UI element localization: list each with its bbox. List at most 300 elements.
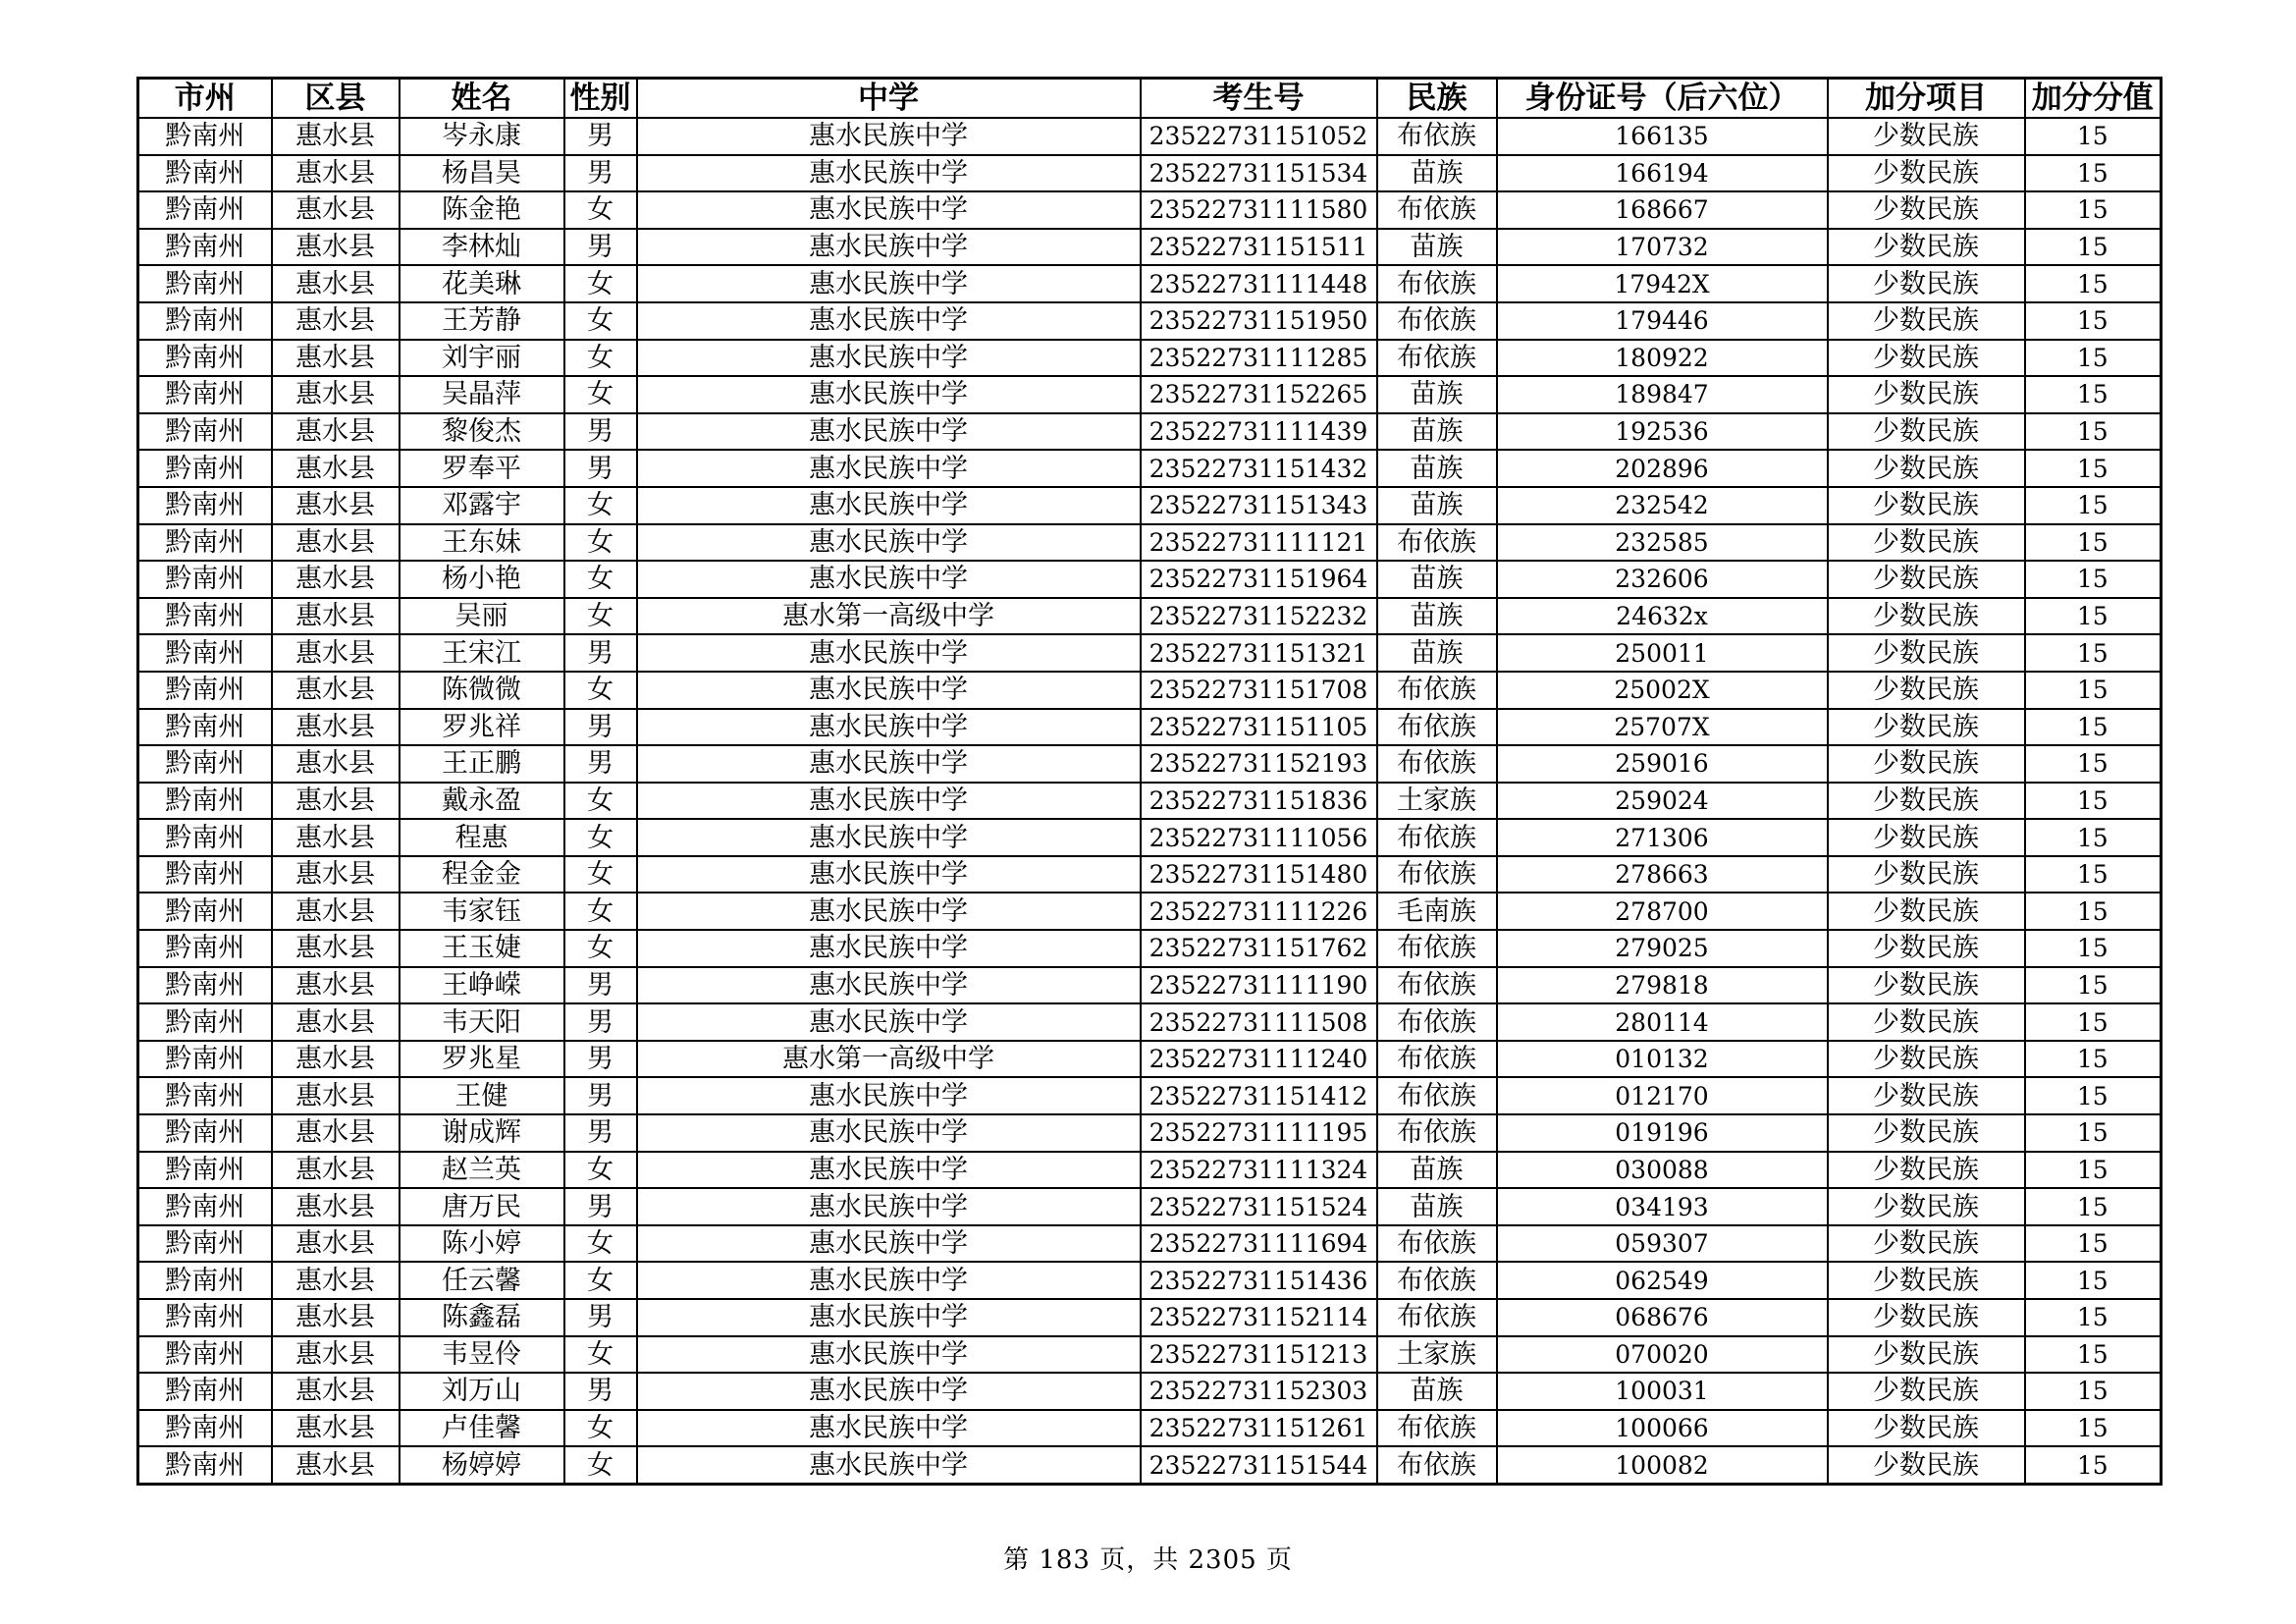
- cell-county: 惠水县: [272, 1262, 400, 1299]
- cell-bonus-item: 少数民族: [1828, 1446, 2025, 1484]
- cell-school: 惠水民族中学: [637, 340, 1141, 377]
- cell-county: 惠水县: [272, 930, 400, 967]
- cell-ethnicity: 布依族: [1377, 1410, 1497, 1447]
- table-row: [138, 1336, 2162, 1374]
- table-row: [138, 1410, 2162, 1447]
- cell-id-last-six: 259024: [1497, 783, 1828, 820]
- table-row: [138, 1262, 2162, 1299]
- cell-gender: 女: [564, 1446, 637, 1484]
- cell-bonus-points: 15: [2025, 340, 2162, 377]
- cell-name: 王玉婕: [400, 930, 564, 967]
- cell-gender: 女: [564, 340, 637, 377]
- cell-bonus-item: 少数民族: [1828, 745, 2025, 783]
- cell-bonus-points: 15: [2025, 1410, 2162, 1447]
- cell-bonus-points: 15: [2025, 745, 2162, 783]
- cell-id-last-six: 250011: [1497, 634, 1828, 672]
- cell-bonus-item: 少数民族: [1828, 155, 2025, 192]
- cell-bonus-points: 15: [2025, 819, 2162, 856]
- cell-school: 惠水民族中学: [637, 413, 1141, 451]
- cell-bonus-item: 少数民族: [1828, 783, 2025, 820]
- cell-name: 杨婷婷: [400, 1446, 564, 1484]
- cell-city: 黔南州: [138, 118, 272, 155]
- cell-school: 惠水民族中学: [637, 783, 1141, 820]
- cell-exam-number: 23522731151534: [1141, 155, 1377, 192]
- cell-exam-number: 23522731151412: [1141, 1077, 1377, 1114]
- cell-bonus-points: 15: [2025, 1114, 2162, 1152]
- cell-bonus-item: 少数民族: [1828, 1299, 2025, 1336]
- cell-bonus-points: 15: [2025, 1262, 2162, 1299]
- cell-bonus-item: 少数民族: [1828, 1225, 2025, 1263]
- candidate-bonus-table: [136, 77, 2163, 1486]
- cell-exam-number: 23522731151836: [1141, 783, 1377, 820]
- cell-bonus-item: 少数民族: [1828, 1077, 2025, 1114]
- cell-gender: 女: [564, 191, 637, 229]
- cell-school: 惠水民族中学: [637, 1188, 1141, 1225]
- cell-bonus-item: 少数民族: [1828, 1114, 2025, 1152]
- cell-county: 惠水县: [272, 893, 400, 930]
- cell-bonus-points: 15: [2025, 930, 2162, 967]
- cell-id-last-six: 278700: [1497, 893, 1828, 930]
- cell-id-last-six: 259016: [1497, 745, 1828, 783]
- cell-county: 惠水县: [272, 672, 400, 709]
- cell-exam-number: 23522731151321: [1141, 634, 1377, 672]
- cell-bonus-item: 少数民族: [1828, 450, 2025, 487]
- cell-id-last-six: 271306: [1497, 819, 1828, 856]
- cell-school: 惠水民族中学: [637, 1003, 1141, 1041]
- cell-ethnicity: 布依族: [1377, 1003, 1497, 1041]
- col-header-exam-number: 考生号: [1141, 79, 1377, 119]
- cell-city: 黔南州: [138, 487, 272, 524]
- cell-school: 惠水民族中学: [637, 856, 1141, 893]
- cell-school: 惠水民族中学: [637, 155, 1141, 192]
- cell-id-last-six: 232606: [1497, 561, 1828, 598]
- cell-ethnicity: 苗族: [1377, 634, 1497, 672]
- cell-ethnicity: 苗族: [1377, 450, 1497, 487]
- cell-bonus-points: 15: [2025, 783, 2162, 820]
- cell-bonus-item: 少数民族: [1828, 1262, 2025, 1299]
- table-row: [138, 634, 2162, 672]
- cell-gender: 女: [564, 856, 637, 893]
- cell-county: 惠水县: [272, 1003, 400, 1041]
- cell-ethnicity: 布依族: [1377, 967, 1497, 1004]
- cell-gender: 男: [564, 229, 637, 266]
- cell-city: 黔南州: [138, 191, 272, 229]
- cell-name: 王峥嵘: [400, 967, 564, 1004]
- cell-city: 黔南州: [138, 819, 272, 856]
- cell-gender: 女: [564, 783, 637, 820]
- cell-city: 黔南州: [138, 672, 272, 709]
- cell-name: 韦天阳: [400, 1003, 564, 1041]
- cell-bonus-points: 15: [2025, 302, 2162, 340]
- cell-school: 惠水民族中学: [637, 1299, 1141, 1336]
- cell-exam-number: 23522731151708: [1141, 672, 1377, 709]
- cell-bonus-points: 15: [2025, 376, 2162, 413]
- cell-school: 惠水民族中学: [637, 893, 1141, 930]
- cell-ethnicity: 毛南族: [1377, 893, 1497, 930]
- col-header-gender: 性别: [564, 79, 637, 119]
- cell-bonus-points: 15: [2025, 1041, 2162, 1078]
- cell-city: 黔南州: [138, 1114, 272, 1152]
- cell-gender: 女: [564, 524, 637, 562]
- cell-county: 惠水县: [272, 1225, 400, 1263]
- cell-id-last-six: 180922: [1497, 340, 1828, 377]
- table-row: [138, 1114, 2162, 1152]
- cell-city: 黔南州: [138, 340, 272, 377]
- cell-county: 惠水县: [272, 413, 400, 451]
- cell-exam-number: 23522731111195: [1141, 1114, 1377, 1152]
- cell-id-last-six: 202896: [1497, 450, 1828, 487]
- cell-ethnicity: 布依族: [1377, 1262, 1497, 1299]
- cell-school: 惠水民族中学: [637, 1410, 1141, 1447]
- cell-school: 惠水民族中学: [637, 1262, 1141, 1299]
- cell-school: 惠水民族中学: [637, 450, 1141, 487]
- cell-name: 岑永康: [400, 118, 564, 155]
- col-header-city: 市州: [138, 79, 272, 119]
- cell-bonus-item: 少数民族: [1828, 893, 2025, 930]
- cell-bonus-item: 少数民族: [1828, 265, 2025, 302]
- cell-exam-number: 23522731111439: [1141, 413, 1377, 451]
- cell-gender: 女: [564, 561, 637, 598]
- cell-name: 王芳静: [400, 302, 564, 340]
- cell-bonus-points: 15: [2025, 1077, 2162, 1114]
- table-row: [138, 376, 2162, 413]
- cell-county: 惠水县: [272, 191, 400, 229]
- cell-id-last-six: 166135: [1497, 118, 1828, 155]
- cell-city: 黔南州: [138, 856, 272, 893]
- cell-bonus-item: 少数民族: [1828, 229, 2025, 266]
- table-row: [138, 118, 2162, 155]
- cell-bonus-item: 少数民族: [1828, 118, 2025, 155]
- cell-city: 黔南州: [138, 413, 272, 451]
- table-row: [138, 598, 2162, 635]
- cell-county: 惠水县: [272, 155, 400, 192]
- cell-bonus-points: 15: [2025, 672, 2162, 709]
- cell-exam-number: 23522731152114: [1141, 1299, 1377, 1336]
- cell-ethnicity: 布依族: [1377, 302, 1497, 340]
- cell-gender: 女: [564, 1336, 637, 1374]
- cell-bonus-points: 15: [2025, 561, 2162, 598]
- cell-school: 惠水民族中学: [637, 967, 1141, 1004]
- col-header-bonus-item: 加分项目: [1828, 79, 2025, 119]
- col-header-id-last-six: 身份证号（后六位）: [1497, 79, 1828, 119]
- cell-county: 惠水县: [272, 302, 400, 340]
- cell-bonus-points: 15: [2025, 1225, 2162, 1263]
- cell-ethnicity: 苗族: [1377, 155, 1497, 192]
- cell-bonus-item: 少数民族: [1828, 302, 2025, 340]
- cell-name: 赵兰英: [400, 1152, 564, 1189]
- cell-id-last-six: 17942X: [1497, 265, 1828, 302]
- cell-exam-number: 23522731111694: [1141, 1225, 1377, 1263]
- col-header-bonus-points: 加分分值: [2025, 79, 2162, 119]
- cell-name: 戴永盈: [400, 783, 564, 820]
- cell-gender: 男: [564, 413, 637, 451]
- cell-gender: 男: [564, 1077, 637, 1114]
- cell-ethnicity: 布依族: [1377, 709, 1497, 746]
- cell-county: 惠水县: [272, 1446, 400, 1484]
- cell-bonus-item: 少数民族: [1828, 191, 2025, 229]
- cell-county: 惠水县: [272, 1373, 400, 1410]
- cell-county: 惠水县: [272, 1188, 400, 1225]
- cell-name: 罗奉平: [400, 450, 564, 487]
- cell-bonus-points: 15: [2025, 856, 2162, 893]
- cell-bonus-item: 少数民族: [1828, 340, 2025, 377]
- cell-bonus-item: 少数民族: [1828, 376, 2025, 413]
- cell-county: 惠水县: [272, 819, 400, 856]
- table-row: [138, 967, 2162, 1004]
- cell-county: 惠水县: [272, 524, 400, 562]
- cell-gender: 男: [564, 450, 637, 487]
- cell-exam-number: 23522731151432: [1141, 450, 1377, 487]
- cell-city: 黔南州: [138, 634, 272, 672]
- cell-gender: 男: [564, 1114, 637, 1152]
- cell-city: 黔南州: [138, 1336, 272, 1374]
- cell-name: 唐万民: [400, 1188, 564, 1225]
- cell-gender: 女: [564, 265, 637, 302]
- cell-bonus-item: 少数民族: [1828, 413, 2025, 451]
- cell-name: 陈小婷: [400, 1225, 564, 1263]
- cell-county: 惠水县: [272, 783, 400, 820]
- cell-gender: 男: [564, 155, 637, 192]
- cell-bonus-points: 15: [2025, 155, 2162, 192]
- cell-school: 惠水民族中学: [637, 376, 1141, 413]
- cell-exam-number: 23522731151436: [1141, 1262, 1377, 1299]
- cell-county: 惠水县: [272, 229, 400, 266]
- table-row: [138, 1446, 2162, 1484]
- cell-name: 吴晶萍: [400, 376, 564, 413]
- cell-exam-number: 23522731111448: [1141, 265, 1377, 302]
- cell-bonus-points: 15: [2025, 1299, 2162, 1336]
- cell-bonus-item: 少数民族: [1828, 672, 2025, 709]
- table-row: [138, 561, 2162, 598]
- cell-city: 黔南州: [138, 1225, 272, 1263]
- cell-city: 黔南州: [138, 1410, 272, 1447]
- cell-id-last-six: 010132: [1497, 1041, 1828, 1078]
- cell-ethnicity: 布依族: [1377, 819, 1497, 856]
- cell-city: 黔南州: [138, 709, 272, 746]
- cell-id-last-six: 059307: [1497, 1225, 1828, 1263]
- col-header-ethnicity: 民族: [1377, 79, 1497, 119]
- cell-county: 惠水县: [272, 340, 400, 377]
- cell-bonus-points: 15: [2025, 413, 2162, 451]
- cell-gender: 男: [564, 118, 637, 155]
- cell-city: 黔南州: [138, 1003, 272, 1041]
- cell-bonus-points: 15: [2025, 1188, 2162, 1225]
- cell-name: 王东妹: [400, 524, 564, 562]
- cell-name: 刘万山: [400, 1373, 564, 1410]
- cell-ethnicity: 布依族: [1377, 1077, 1497, 1114]
- cell-bonus-item: 少数民族: [1828, 598, 2025, 635]
- cell-bonus-item: 少数民族: [1828, 1336, 2025, 1374]
- cell-school: 惠水民族中学: [637, 229, 1141, 266]
- cell-ethnicity: 布依族: [1377, 524, 1497, 562]
- table-row: [138, 1077, 2162, 1114]
- table-row: [138, 191, 2162, 229]
- cell-bonus-points: 15: [2025, 709, 2162, 746]
- cell-bonus-points: 15: [2025, 118, 2162, 155]
- cell-bonus-points: 15: [2025, 450, 2162, 487]
- cell-name: 杨昌昊: [400, 155, 564, 192]
- cell-school: 惠水民族中学: [637, 1114, 1141, 1152]
- cell-bonus-item: 少数民族: [1828, 1188, 2025, 1225]
- cell-name: 程金金: [400, 856, 564, 893]
- cell-exam-number: 23522731151105: [1141, 709, 1377, 746]
- cell-exam-number: 23522731111508: [1141, 1003, 1377, 1041]
- cell-city: 黔南州: [138, 1299, 272, 1336]
- table-row: [138, 1188, 2162, 1225]
- cell-county: 惠水县: [272, 118, 400, 155]
- cell-id-last-six: 25002X: [1497, 672, 1828, 709]
- cell-exam-number: 23522731111226: [1141, 893, 1377, 930]
- cell-gender: 女: [564, 893, 637, 930]
- cell-city: 黔南州: [138, 265, 272, 302]
- cell-bonus-points: 15: [2025, 229, 2162, 266]
- cell-school: 惠水第一高级中学: [637, 598, 1141, 635]
- cell-bonus-points: 15: [2025, 265, 2162, 302]
- cell-exam-number: 23522731151511: [1141, 229, 1377, 266]
- cell-school: 惠水民族中学: [637, 561, 1141, 598]
- cell-ethnicity: 布依族: [1377, 191, 1497, 229]
- table-row: [138, 1225, 2162, 1263]
- cell-ethnicity: 苗族: [1377, 413, 1497, 451]
- cell-exam-number: 23522731111240: [1141, 1041, 1377, 1078]
- cell-exam-number: 23522731111324: [1141, 1152, 1377, 1189]
- table-row: [138, 229, 2162, 266]
- cell-school: 惠水民族中学: [637, 672, 1141, 709]
- cell-school: 惠水民族中学: [637, 745, 1141, 783]
- cell-gender: 女: [564, 376, 637, 413]
- cell-name: 李林灿: [400, 229, 564, 266]
- cell-bonus-item: 少数民族: [1828, 1041, 2025, 1078]
- cell-exam-number: 23522731152193: [1141, 745, 1377, 783]
- cell-city: 黔南州: [138, 598, 272, 635]
- cell-bonus-item: 少数民族: [1828, 561, 2025, 598]
- cell-school: 惠水民族中学: [637, 1077, 1141, 1114]
- cell-name: 王健: [400, 1077, 564, 1114]
- cell-ethnicity: 布依族: [1377, 1114, 1497, 1152]
- cell-school: 惠水民族中学: [637, 1336, 1141, 1374]
- cell-id-last-six: 232585: [1497, 524, 1828, 562]
- cell-county: 惠水县: [272, 450, 400, 487]
- cell-gender: 女: [564, 672, 637, 709]
- cell-school: 惠水民族中学: [637, 930, 1141, 967]
- cell-name: 邓露宇: [400, 487, 564, 524]
- cell-name: 程惠: [400, 819, 564, 856]
- cell-city: 黔南州: [138, 302, 272, 340]
- cell-county: 惠水县: [272, 265, 400, 302]
- cell-school: 惠水民族中学: [637, 1373, 1141, 1410]
- cell-id-last-six: 280114: [1497, 1003, 1828, 1041]
- table-row: [138, 524, 2162, 562]
- cell-id-last-six: 100082: [1497, 1446, 1828, 1484]
- cell-county: 惠水县: [272, 1041, 400, 1078]
- table-row: [138, 856, 2162, 893]
- table-header: [138, 79, 2162, 119]
- cell-city: 黔南州: [138, 1373, 272, 1410]
- cell-gender: 男: [564, 1041, 637, 1078]
- cell-city: 黔南州: [138, 745, 272, 783]
- cell-county: 惠水县: [272, 1152, 400, 1189]
- cell-gender: 女: [564, 487, 637, 524]
- cell-county: 惠水县: [272, 1077, 400, 1114]
- cell-exam-number: 23522731151261: [1141, 1410, 1377, 1447]
- cell-city: 黔南州: [138, 561, 272, 598]
- cell-gender: 女: [564, 1152, 637, 1189]
- cell-ethnicity: 苗族: [1377, 598, 1497, 635]
- cell-exam-number: 23522731111121: [1141, 524, 1377, 562]
- cell-school: 惠水民族中学: [637, 819, 1141, 856]
- cell-county: 惠水县: [272, 745, 400, 783]
- cell-bonus-item: 少数民族: [1828, 1003, 2025, 1041]
- cell-ethnicity: 布依族: [1377, 856, 1497, 893]
- cell-id-last-six: 012170: [1497, 1077, 1828, 1114]
- table-row: [138, 1041, 2162, 1078]
- cell-exam-number: 23522731111190: [1141, 967, 1377, 1004]
- cell-exam-number: 23522731111580: [1141, 191, 1377, 229]
- cell-bonus-item: 少数民族: [1828, 709, 2025, 746]
- cell-id-last-six: 034193: [1497, 1188, 1828, 1225]
- cell-exam-number: 23522731111056: [1141, 819, 1377, 856]
- cell-exam-number: 23522731151544: [1141, 1446, 1377, 1484]
- cell-exam-number: 23522731151762: [1141, 930, 1377, 967]
- col-header-name: 姓名: [400, 79, 564, 119]
- table-row: [138, 1373, 2162, 1410]
- table-row: [138, 893, 2162, 930]
- cell-city: 黔南州: [138, 1446, 272, 1484]
- cell-gender: 男: [564, 967, 637, 1004]
- cell-bonus-points: 15: [2025, 1336, 2162, 1374]
- cell-bonus-item: 少数民族: [1828, 634, 2025, 672]
- cell-gender: 男: [564, 709, 637, 746]
- cell-city: 黔南州: [138, 1077, 272, 1114]
- cell-bonus-item: 少数民族: [1828, 1152, 2025, 1189]
- cell-id-last-six: 030088: [1497, 1152, 1828, 1189]
- cell-ethnicity: 布依族: [1377, 1225, 1497, 1263]
- cell-id-last-six: 278663: [1497, 856, 1828, 893]
- cell-name: 王正鹏: [400, 745, 564, 783]
- cell-school: 惠水民族中学: [637, 1446, 1141, 1484]
- cell-city: 黔南州: [138, 450, 272, 487]
- table-row: [138, 930, 2162, 967]
- cell-exam-number: 23522731111285: [1141, 340, 1377, 377]
- cell-county: 惠水县: [272, 376, 400, 413]
- cell-bonus-points: 15: [2025, 487, 2162, 524]
- cell-name: 杨小艳: [400, 561, 564, 598]
- col-header-school: 中学: [637, 79, 1141, 119]
- cell-gender: 女: [564, 1262, 637, 1299]
- cell-county: 惠水县: [272, 1114, 400, 1152]
- cell-gender: 女: [564, 598, 637, 635]
- cell-id-last-six: 279818: [1497, 967, 1828, 1004]
- table-row: [138, 450, 2162, 487]
- cell-name: 卢佳馨: [400, 1410, 564, 1447]
- cell-id-last-six: 279025: [1497, 930, 1828, 967]
- cell-ethnicity: 布依族: [1377, 930, 1497, 967]
- cell-school: 惠水民族中学: [637, 524, 1141, 562]
- cell-bonus-item: 少数民族: [1828, 1410, 2025, 1447]
- cell-bonus-item: 少数民族: [1828, 487, 2025, 524]
- cell-bonus-item: 少数民族: [1828, 856, 2025, 893]
- cell-bonus-item: 少数民族: [1828, 819, 2025, 856]
- cell-city: 黔南州: [138, 229, 272, 266]
- cell-gender: 男: [564, 634, 637, 672]
- cell-city: 黔南州: [138, 524, 272, 562]
- cell-id-last-six: 068676: [1497, 1299, 1828, 1336]
- cell-exam-number: 23522731151950: [1141, 302, 1377, 340]
- table-row: [138, 487, 2162, 524]
- cell-city: 黔南州: [138, 1152, 272, 1189]
- cell-ethnicity: 苗族: [1377, 1373, 1497, 1410]
- cell-bonus-points: 15: [2025, 1003, 2162, 1041]
